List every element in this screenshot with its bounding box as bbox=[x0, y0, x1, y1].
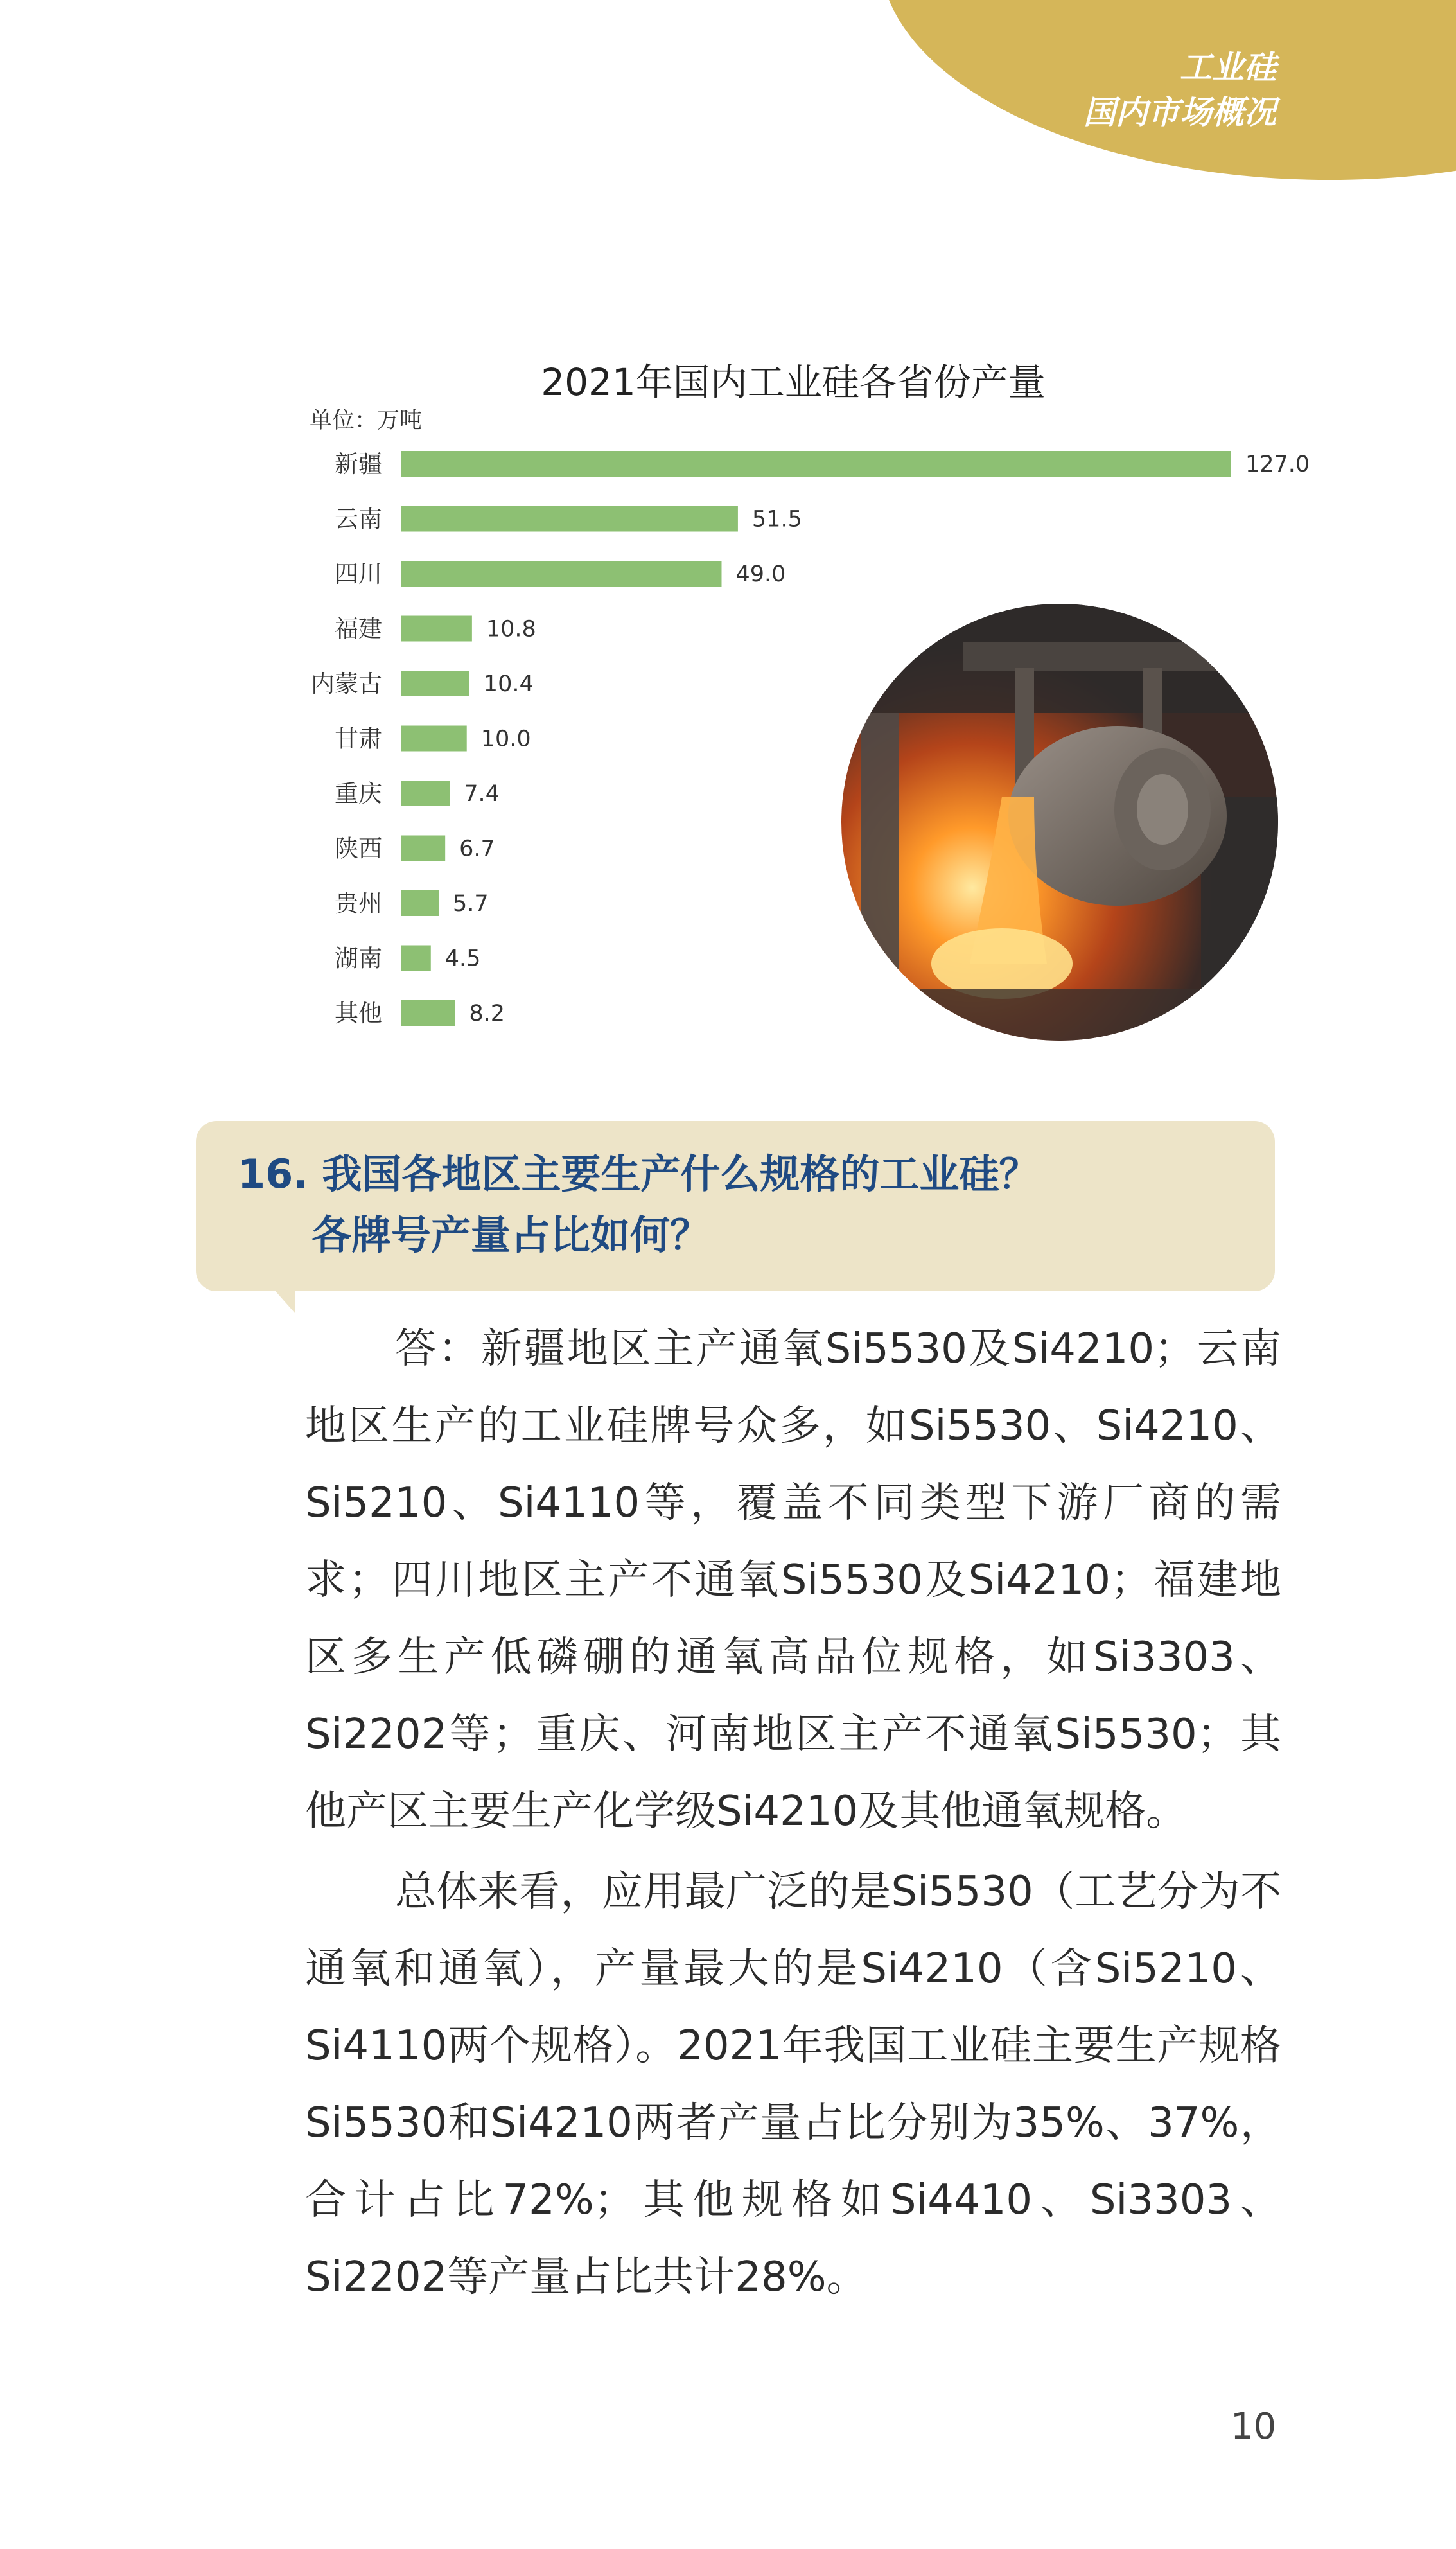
bar bbox=[401, 506, 738, 532]
value-label: 4.5 bbox=[444, 946, 481, 972]
category-label: 贵州 bbox=[335, 890, 382, 917]
value-label: 6.7 bbox=[459, 836, 495, 862]
bar bbox=[401, 890, 439, 916]
bar bbox=[401, 671, 469, 696]
value-label: 5.7 bbox=[452, 891, 489, 917]
category-label: 内蒙古 bbox=[311, 670, 382, 698]
bar bbox=[401, 781, 450, 806]
chart-unit-label: 单位：万吨 bbox=[310, 408, 423, 434]
bar bbox=[401, 836, 445, 861]
bar bbox=[401, 616, 472, 642]
category-label: 福建 bbox=[335, 615, 382, 643]
category-label: 重庆 bbox=[335, 780, 382, 807]
value-label: 10.0 bbox=[480, 726, 531, 752]
value-label: 51.5 bbox=[751, 506, 802, 533]
question-title bbox=[238, 1143, 1039, 1266]
bar bbox=[401, 561, 721, 587]
category-label: 新疆 bbox=[335, 450, 382, 478]
value-label: 127.0 bbox=[1245, 452, 1310, 477]
furnace-pouring-photo-icon bbox=[841, 604, 1278, 1041]
category-label: 湖南 bbox=[335, 944, 382, 973]
answer-paragraph-2: 总体来看，应用最广泛的是Si5530（工艺分为不通氧和通氧），产量最大的是Si4210（含Si5210、Si4110两个规格）。2021年我国工业硅主要生产规格Si5530和Si4210两者产量占比分别为35%、37%，合计占比72%；其他规格如Si4410、Si3303、Si2202等产量占比共计28%。 bbox=[305, 1868, 1281, 2301]
value-label: 7.4 bbox=[464, 781, 500, 807]
question-line2: 各牌号产量占比如何？ bbox=[311, 1212, 710, 1258]
bar bbox=[401, 946, 431, 971]
question-box-tail bbox=[270, 1285, 295, 1314]
category-label: 其他 bbox=[335, 1000, 382, 1027]
answer-paragraph-1: 答：新疆地区主产通氧Si5530及Si4210；云南地区生产的工业硅牌号众多，如Si5530、Si4210、Si5210、Si4110等，覆盖不同类型下游厂商的需求；四川地区主产不通氧Si5530及Si4210；福建地区多生产低磷硼的通氧高品位规格，如Si3303、Si2202等；重庆、河南地区主产不通氧Si5530；其他产区主要生产化学级Si4210及其他通氧规格。 bbox=[305, 1325, 1281, 1835]
category-label: 四川 bbox=[335, 560, 382, 588]
bar bbox=[401, 726, 467, 752]
value-label: 10.4 bbox=[483, 671, 534, 697]
category-label: 云南 bbox=[335, 505, 382, 533]
value-label: 8.2 bbox=[469, 1001, 505, 1027]
bar bbox=[401, 451, 1231, 477]
section-header-line2: 国内市场概况 bbox=[1083, 94, 1276, 131]
question-line1: 16. 我国各地区主要生产什么规格的工业硅？ bbox=[238, 1151, 1039, 1197]
section-header-line1: 工业硅 bbox=[1180, 49, 1276, 86]
bar bbox=[401, 1000, 455, 1026]
value-label: 10.8 bbox=[486, 616, 536, 642]
category-label: 甘肃 bbox=[335, 725, 382, 753]
page-number: 10 bbox=[1231, 2406, 1277, 2448]
furnace-photo bbox=[841, 604, 1278, 1041]
value-label: 49.0 bbox=[735, 561, 786, 587]
chart-title: 2021年国内工业硅各省份产量 bbox=[541, 360, 1046, 404]
category-label: 陕西 bbox=[335, 834, 382, 863]
